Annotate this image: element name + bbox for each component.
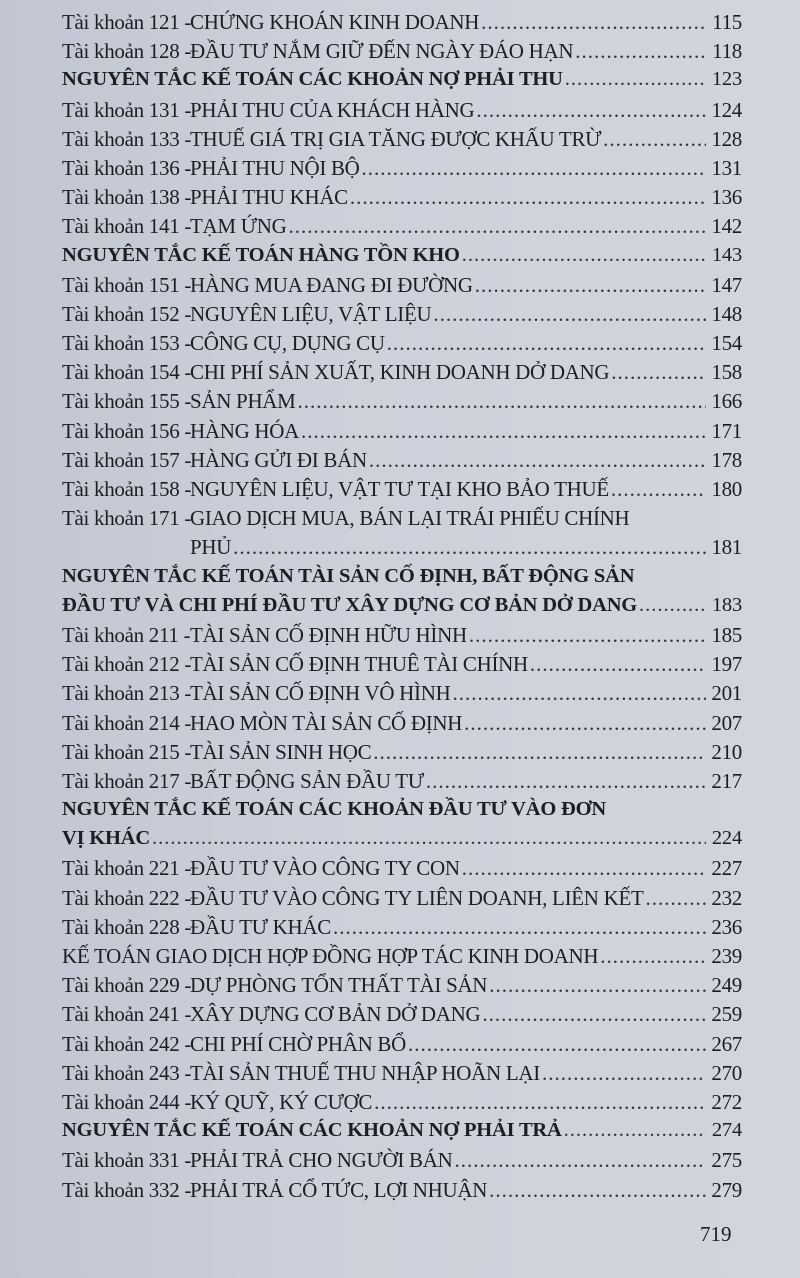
entry-title: DỰ PHÒNG TỔN THẤT TÀI SẢN (190, 973, 488, 998)
entry-page: 239 (711, 944, 742, 968)
entry-page: 227 (711, 856, 742, 881)
account-code: Tài khoản 155 - (62, 389, 192, 414)
toc-entry (62, 127, 742, 156)
toc-heading (62, 798, 742, 827)
entry-title: NGUYÊN TẮC KẾ TOÁN TÀI SẢN CỐ ĐỊNH, BẤT ĐỘNG SẢN (62, 564, 635, 587)
entry-page: 128 (711, 126, 742, 151)
toc-entry (62, 1178, 742, 1207)
entry-title: CÔNG CỤ, DỤNG CỤ (190, 331, 385, 356)
table-of-contents (62, 10, 742, 1207)
toc-entry (62, 156, 742, 185)
dot-leader (298, 389, 706, 414)
entry-page: 124 (711, 97, 742, 122)
entry-title: XÂY DỰNG CƠ BẢN DỞ DANG (190, 1002, 481, 1027)
dot-leader (462, 244, 706, 267)
account-code: Tài khoản 151 - (62, 272, 192, 297)
entry-title: BẤT ĐỘNG SẢN ĐẦU TƯ (190, 768, 424, 793)
account-code: Tài khoản 213 - (62, 681, 192, 706)
dot-leader (489, 1178, 706, 1203)
entry-page: 201 (711, 681, 742, 706)
toc-entry (62, 1148, 742, 1177)
toc-entry (62, 769, 742, 798)
dot-leader (362, 156, 706, 181)
account-code: Tài khoản 331 - (62, 1148, 192, 1173)
dot-leader (476, 98, 706, 123)
account-code: Tài khoản 153 - (62, 331, 192, 356)
entry-title: NGUYÊN LIỆU, VẬT TƯ TẠI KHO BẢO THUẾ (190, 477, 609, 501)
dot-leader (301, 419, 706, 444)
dot-leader (374, 1090, 706, 1115)
dot-leader (387, 331, 706, 356)
entry-page: 181 (711, 535, 742, 560)
account-code: Tài khoản 222 - (62, 885, 192, 910)
entry-page: 147 (711, 272, 742, 297)
entry-page: 207 (711, 710, 742, 735)
entry-title: ĐẦU TƯ NẮM GIỮ ĐẾN NGÀY ĐÁO HẠN (190, 39, 574, 64)
account-code: Tài khoản 244 - (62, 1089, 192, 1114)
entry-page: 178 (711, 447, 742, 472)
toc-entry (62, 856, 742, 885)
entry-page: 166 (711, 389, 742, 414)
toc-entry (62, 506, 742, 535)
account-code: Tài khoản 228 - (62, 914, 192, 939)
entry-title: HÀNG GỬI ĐI BÁN (190, 447, 367, 472)
entry-page: 136 (711, 185, 742, 210)
entry-page: 217 (711, 768, 742, 793)
entry-title: ĐẦU TƯ VÀO CÔNG TY LIÊN DOANH, LIÊN KẾT (190, 885, 644, 910)
page-number: 719 (700, 1222, 732, 1246)
entry-title: KẾ TOÁN GIAO DỊCH HỢP ĐỒNG HỢP TÁC KINH DOANH (62, 944, 599, 968)
dot-leader (469, 623, 706, 648)
toc-heading (62, 68, 742, 97)
account-code: Tài khoản 154 - (62, 360, 192, 385)
account-code: Tài khoản 136 - (62, 155, 192, 180)
account-code: Tài khoản 171 - (62, 506, 192, 531)
dot-leader (565, 68, 706, 91)
entry-title: PHẢI TRẢ CHO NGƯỜI BÁN (190, 1148, 453, 1173)
account-code: Tài khoản 121 - (62, 10, 192, 34)
entry-page: 142 (711, 214, 742, 239)
dot-leader (452, 681, 706, 706)
dot-leader (575, 39, 706, 64)
entry-title: ĐẦU TƯ KHÁC (190, 914, 331, 939)
toc-entry (62, 1090, 742, 1119)
toc-entry (62, 302, 742, 331)
entry-title: PHẢI THU CỦA KHÁCH HÀNG (190, 97, 475, 122)
entry-page: 180 (711, 477, 742, 501)
dot-leader (373, 740, 706, 765)
entry-page: 259 (711, 1002, 742, 1027)
toc-entry (62, 389, 742, 418)
entry-title: TẠM ỨNG (190, 214, 287, 239)
entry-page: 210 (711, 739, 742, 764)
toc-entry (62, 273, 742, 302)
toc-entry (62, 10, 742, 39)
toc-heading (62, 244, 742, 273)
account-code: Tài khoản 141 - (62, 214, 192, 239)
account-code: Tài khoản 158 - (62, 477, 192, 501)
entry-title: TÀI SẢN THUẾ THU NHẬP HOÃN LẠI (190, 1060, 540, 1085)
dot-leader (333, 915, 706, 940)
toc-entry (62, 214, 742, 243)
entry-title: NGUYÊN TẮC KẾ TOÁN CÁC KHOẢN NỢ PHẢI TRẢ (62, 1119, 562, 1142)
account-code: Tài khoản 217 - (62, 768, 192, 793)
account-code: Tài khoản 157 - (62, 447, 192, 472)
toc-entry (62, 477, 742, 506)
entry-page: 131 (711, 155, 742, 180)
entry-title: GIAO DỊCH MUA, BÁN LẠI TRÁI PHIẾU CHÍNH (190, 506, 630, 531)
entry-title: CHI PHÍ CHỜ PHÂN BỔ (190, 1031, 406, 1056)
entry-page: 279 (711, 1177, 742, 1202)
entry-title: ĐẦU TƯ VÀO CÔNG TY CON (190, 856, 460, 881)
toc-entry (62, 331, 742, 360)
entry-title: VỊ KHÁC (62, 827, 151, 850)
account-code: Tài khoản 243 - (62, 1060, 192, 1085)
dot-leader (350, 185, 706, 210)
entry-title: NGUYÊN TẮC KẾ TOÁN CÁC KHOẢN ĐẦU TƯ VÀO ĐƠN (62, 798, 607, 821)
entry-page: 197 (711, 652, 742, 677)
entry-page: 143 (711, 243, 742, 266)
toc-heading (62, 594, 742, 623)
account-code: Tài khoản 156 - (62, 418, 192, 443)
toc-entry (62, 448, 742, 477)
entry-page: 275 (711, 1148, 742, 1173)
toc-entry (62, 973, 742, 1002)
dot-leader (646, 886, 706, 911)
toc-entry (62, 915, 742, 944)
account-code: Tài khoản 128 - (62, 39, 192, 64)
entry-title: TÀI SẢN SINH HỌC (190, 739, 372, 764)
entry-title: THUẾ GIÁ TRỊ GIA TĂNG ĐƯỢC KHẤU TRỪ (190, 126, 602, 151)
dot-leader (462, 856, 706, 881)
dot-leader (611, 360, 706, 385)
entry-page: 236 (711, 914, 742, 939)
entry-page: 183 (711, 593, 742, 616)
account-code: Tài khoản 152 - (62, 301, 192, 326)
entry-title: PHẢI TRẢ CỔ TỨC, LỢI NHUẬN (190, 1177, 488, 1202)
entry-page: 272 (711, 1089, 742, 1114)
entry-title: TÀI SẢN CỐ ĐỊNH VÔ HÌNH (190, 681, 451, 706)
dot-leader (542, 1061, 706, 1086)
entry-title: PHẢI THU KHÁC (190, 185, 348, 210)
dot-leader (426, 769, 706, 794)
dot-leader (454, 1148, 706, 1173)
toc-entry (62, 681, 742, 710)
dot-leader (564, 1119, 706, 1142)
toc-entry (62, 652, 742, 681)
account-code: Tài khoản 131 - (62, 97, 192, 122)
dot-leader (530, 652, 706, 677)
dot-leader (475, 273, 706, 298)
toc-entry (62, 360, 742, 389)
dot-leader (152, 827, 706, 850)
entry-title: ĐẦU TƯ VÀ CHI PHÍ ĐẦU TƯ XÂY DỰNG CƠ BẢN DỞ DANG (62, 593, 638, 616)
entry-page: 118 (712, 39, 742, 64)
toc-heading (62, 1119, 742, 1148)
dot-leader (433, 302, 706, 327)
entry-title: PHỦ (190, 535, 232, 560)
account-code: Tài khoản 215 - (62, 739, 192, 764)
toc-entry (62, 98, 742, 127)
toc-entry (62, 711, 742, 740)
entry-title: NGUYÊN TẮC KẾ TOÁN HÀNG TỒN KHO (62, 243, 460, 266)
account-code: Tài khoản 211 - (62, 622, 191, 647)
entry-page: 249 (711, 973, 742, 998)
toc-heading (62, 565, 742, 594)
dot-leader (600, 944, 706, 969)
account-code: Tài khoản 214 - (62, 710, 192, 735)
entry-page: 148 (711, 301, 742, 326)
entry-title: CHỨNG KHOÁN KINH DOANH (190, 10, 480, 34)
account-code: Tài khoản 242 - (62, 1031, 192, 1056)
entry-title: SẢN PHẨM (190, 389, 296, 414)
dot-leader (489, 973, 706, 998)
toc-heading (62, 827, 742, 856)
dot-leader (233, 535, 706, 560)
entry-page: 171 (711, 418, 742, 443)
entry-page: 274 (711, 1119, 742, 1142)
entry-title: HAO MÒN TÀI SẢN CỐ ĐỊNH (190, 710, 463, 735)
toc-entry (62, 535, 742, 564)
toc-entry (62, 185, 742, 214)
toc-entry (62, 1061, 742, 1090)
entry-page: 232 (711, 885, 742, 910)
account-code: Tài khoản 229 - (62, 973, 192, 998)
account-code: Tài khoản 212 - (62, 652, 192, 677)
toc-entry (62, 1032, 742, 1061)
entry-title: HÀNG MUA ĐANG ĐI ĐƯỜNG (190, 272, 473, 297)
toc-entry (62, 1002, 742, 1031)
entry-title: PHẢI THU NỘI BỘ (190, 155, 360, 180)
dot-leader (611, 477, 706, 502)
entry-page: 224 (711, 827, 742, 850)
entry-page: 115 (712, 10, 742, 34)
entry-page: 270 (711, 1060, 742, 1085)
entry-page: 158 (711, 360, 742, 385)
entry-page: 123 (711, 68, 742, 91)
entry-title: CHI PHÍ SẢN XUẤT, KINH DOANH DỞ DANG (190, 360, 610, 385)
entry-title: KÝ QUỸ, KÝ CƯỢC (190, 1089, 373, 1114)
account-code: Tài khoản 133 - (62, 126, 192, 151)
toc-entry (62, 740, 742, 769)
entry-title: NGUYÊN TẮC KẾ TOÁN CÁC KHOẢN NỢ PHẢI THU (62, 68, 563, 91)
dot-leader (288, 214, 706, 239)
toc-entry (62, 944, 742, 973)
account-code: Tài khoản 221 - (62, 856, 192, 881)
toc-entry (62, 39, 742, 68)
entry-page: 185 (711, 622, 742, 647)
toc-entry (62, 623, 742, 652)
entry-page: 267 (711, 1031, 742, 1056)
dot-leader (464, 711, 706, 736)
entry-title: TÀI SẢN CỐ ĐỊNH HỮU HÌNH (190, 622, 467, 647)
dot-leader (603, 127, 706, 152)
dot-leader (482, 1002, 706, 1027)
dot-leader (369, 448, 706, 473)
toc-entry (62, 886, 742, 915)
account-code: Tài khoản 332 - (62, 1177, 192, 1202)
toc-entry (62, 419, 742, 448)
dot-leader (481, 10, 706, 35)
dot-leader (408, 1032, 706, 1057)
entry-page: 154 (711, 331, 742, 356)
dot-leader (639, 594, 706, 617)
entry-title: NGUYÊN LIỆU, VẬT LIỆU (190, 301, 432, 326)
entry-title: TÀI SẢN CỐ ĐỊNH THUÊ TÀI CHÍNH (190, 652, 528, 677)
account-code: Tài khoản 138 - (62, 185, 192, 210)
entry-title: HÀNG HÓA (190, 418, 300, 443)
account-code: Tài khoản 241 - (62, 1002, 192, 1027)
